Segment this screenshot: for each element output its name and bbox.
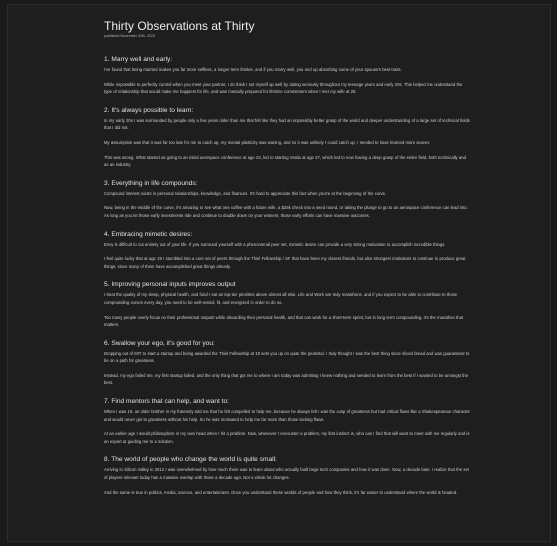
section-paragraph: Envy is difficult to cut entirely out of your life. If you surround yourself with a phenomenal peer set, mimetic desire can provide a very strong motivation to accomplish incredible things. (104, 241, 446, 247)
section-paragraph: In my early 20s I was surrounded by people only a few years older than me that felt like they had an impossibly better grasp of the world and deeper understanding of a large set of technical fields that I did not. (104, 117, 470, 131)
section-paragraph: Arriving in Silicon Valley in 2012 I was overwhelmed by how much there was to learn about who actually built large tech companies and how it was done. Now, a decade later, I realize that the set of players relevant today has a massive overlap with those a decade ago. Not a whole lot changes. (104, 467, 469, 481)
section-paragraph: I treat the quality of my sleep, physical health, and food I eat as top-tier priorities above almost all else. Life and Work are truly marathons, and if you expect to be able to contribute to those compounding curves every day, you need to be well-rested, fit, and energized in order to do so. (104, 292, 458, 305)
article-content (104, 19, 470, 496)
section-paragraph: Instead, my ego failed me, my first startup failed, and the only thing that got me to where I am today was admitting I knew nothing and needed to learn from the best if I wanted to be amongst the best. (104, 372, 469, 386)
article-sections (104, 55, 470, 496)
section-heading: 1. Marry well and early: (104, 56, 173, 63)
article-section (104, 455, 470, 496)
section-paragraph: My assumption was that it was far too late for me to catch up, my mental plasticity was waning, and so it was unlikely I could catch up, I needed to have learned more sooner. (104, 139, 431, 145)
section-heading: 7. Find mentors that can help, and want to: (104, 398, 229, 406)
article-section (104, 397, 470, 445)
article-title: Thirty Observations at Thirty (104, 19, 255, 33)
section-paragraph: I've found that being married makes you far more selfless, a longer term thinker, and if you marry well, you end up absorbing some of your spouse's best traits. (104, 67, 402, 72)
section-paragraph: Now, being in the middle of the curve, it's amazing to see what one coffee with a future wife, a $25k check into a seed round, or taking the plunge to go to an aerospace conference can lead into. As long as you let those early investments ride and continue to double down on your winners, those early efforts can have massive outcomes. (104, 205, 468, 218)
section-paragraph: When I was 19, an older brother in my fraternity told me that he felt compelled to help me, because he always felt I was the cusp of greatness but had critical flaws like a Shakespearean character and would never get to greatness without his help. So he was motivated to help me far more than those lacking flaws. (104, 409, 470, 422)
article-section (104, 280, 470, 328)
article-page (7, 4, 551, 542)
section-heading: 6. Swallow your ego, it's good for you: (104, 339, 215, 347)
section-paragraph: Dropping out of MIT to start a startup and being awarded the Thiel Fellowship at 19 sets you up on quite the pedestal. I truly thought I was the best thing since sliced bread and was guaranteed to be on a path for greatness. (104, 350, 470, 364)
article-section (104, 230, 470, 271)
article-section (104, 55, 470, 96)
section-heading: 4. Embracing mimetic desires: (104, 230, 193, 238)
article-section (104, 179, 470, 220)
section-heading: 8. The world of people who change the world is quite small: (104, 456, 277, 464)
article-section (104, 339, 470, 387)
section-heading: 3. Everything in life compounds: (104, 179, 198, 187)
article-section (104, 106, 470, 169)
section-paragraph: This was wrong. What started as going to an initial aerospace conference at age 23, led to starting Varda at age 27, which led to now having a deep grasp of the entire field, both technically and as an industry. (104, 154, 466, 168)
section-paragraph: At an earlier age I would philosophize in my own head when I hit a problem. Now, whenever I encounter a problem, my first instinct is, who can I find that will want to meet with me regularly and is an expert at guiding me to a solution. (104, 431, 470, 444)
section-heading: 5. Improving personal inputs improves output (104, 281, 236, 289)
published-date: published November 20th, 2023 (104, 34, 155, 38)
section-paragraph: While impossible to perfectly control when you meet your partner, I do think I set myself up well by dating seriously throughout my teenage years and early 20s. This helped me understand the type of relationship that would make me happiest for life, and was mentally prepared for lifetime commitment when I met my wife at 25. (104, 81, 463, 95)
section-paragraph: I feel quite lucky that at age 19 I stumbled into a core set of peers through the Thiel Fellowship / SF that have been my closest friends, but also strongest motivators to continue to produce great things, since many of them have accomplished great things already. (104, 256, 466, 269)
section-paragraph: And the same is true in politics, media, science, and entertainment. Once you understand these worlds of people and how they think, it's far easier to understand where the world is headed. (104, 489, 458, 495)
section-paragraph: Compound interest exists in personal relationships, knowledge, and finances. It's hard to appreciate this fact when you're at the beginning of the curve. (104, 190, 387, 196)
section-heading: 2. It's always possible to learn: (104, 106, 194, 114)
section-paragraph: Too many people overly focus on their professional outputs while discarding their personal health, and that can work for a short-term sprint, but in long term compounding, it's the marathon that matters. (104, 314, 464, 328)
